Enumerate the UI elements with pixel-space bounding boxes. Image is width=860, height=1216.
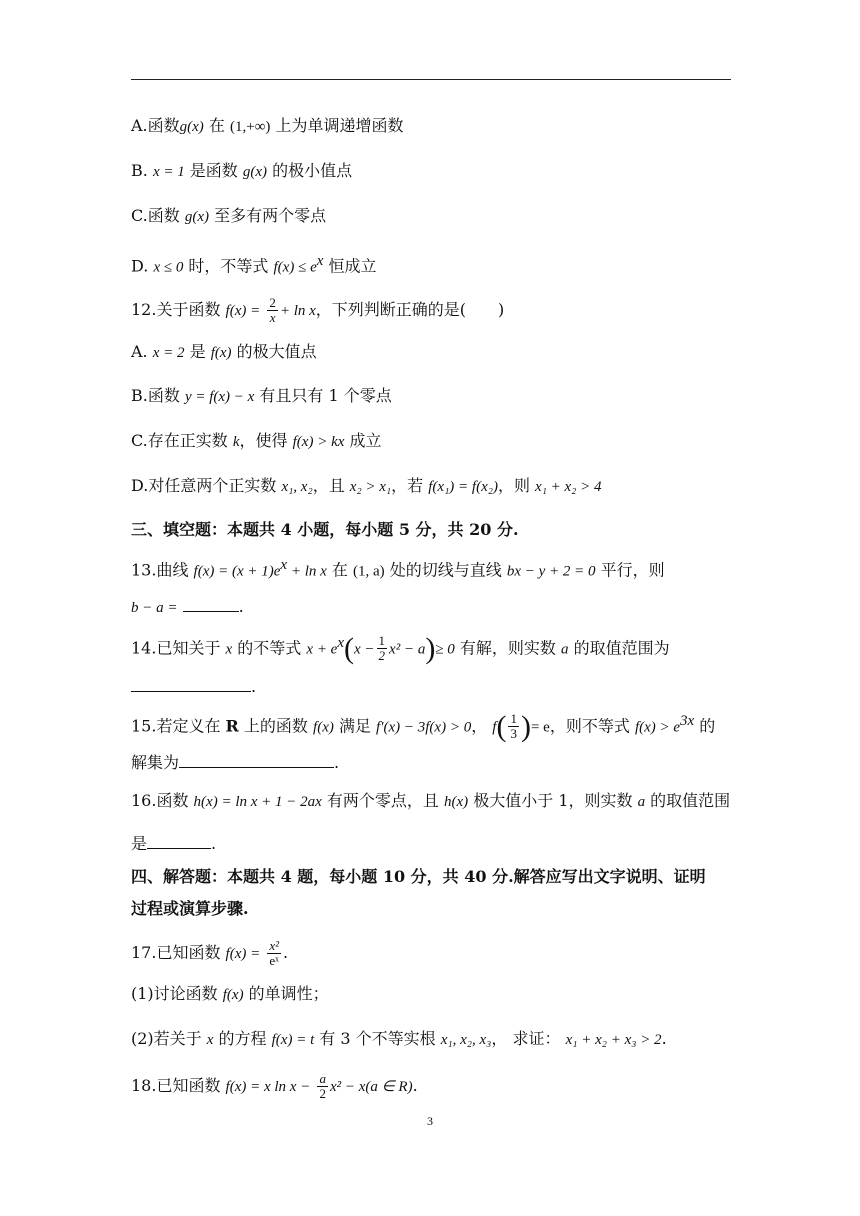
q11-option-b: B. x = 1 是函数 g(x) 的极小值点 [131, 161, 353, 180]
q16-answer-blank[interactable] [147, 834, 211, 849]
q17-stem: 17.已知函数 f(x) = $\frac{\text{x²}}{\text{eˣ}}$ . [131, 938, 289, 968]
q12-option-d: D.对任意两个正实数 x₁, x₂，且 x₂ > x₁，若 f(x₁) = f(x₂)，则 x₁ + x₂ > 4 [131, 476, 602, 495]
q11-option-c: C.函数 g(x) 至多有两个零点 [131, 206, 327, 225]
section-3-heading: 三、填空题：本题共 4 小题，每小题 5 分，共 20 分. [131, 520, 519, 539]
q14-answer-blank[interactable] [131, 677, 251, 692]
q11-option-a: A.函数g(x) 在 (1,+∞) 上为单调递增函数 [131, 116, 404, 135]
left-paren: ( [344, 631, 355, 665]
q14-line2: . [131, 677, 256, 697]
q15-fraction: $\frac{1}{3}$ [510, 711, 517, 742]
page-number: 3 [427, 1114, 433, 1128]
q14-fraction: $\frac{1}{2}$ [378, 633, 386, 664]
section-4-heading: 四、解答题：本题共 4 题，每小题 10 分，共 40 分.解答应写出文字说明、证明 [131, 867, 706, 886]
q16-line1: 16.函数 h(x) = ln x + 1 − 2ax 有两个零点，且 h(x) 极大值小于 1，则实数 a 的取值范围 [131, 791, 731, 810]
q12-option-b: B.函数 y = f(x) − x 有且只有 1 个零点 [131, 386, 392, 405]
q18-stem: 18.已知函数 f(x) = x ln x − $\frac{a}{2}$ x² − x(a ∈ R). [131, 1071, 418, 1101]
q15-line1: 15.若定义在 R 上的函数 f(x) 满足 f′(x) − 3f(x) > 0， f( $\frac{1}{3}$ )= e，则不等式 $f(x) > e^{3x}$ 的 [131, 709, 716, 743]
q11-option-d: D. x ≤ 0 时，不等式 $f(x) \le e^x$ 恒成立 [131, 253, 377, 276]
q13-line2: b − a = . [131, 597, 244, 616]
q13-answer-blank[interactable] [183, 597, 239, 612]
q16-line2: 是 . [131, 834, 217, 853]
q17-part-1: (1)讨论函数 f(x) 的单调性； [131, 984, 329, 1003]
right-paren: ) [520, 709, 531, 743]
right-paren: ) [425, 631, 436, 665]
q12-option-c: C.存在正实数 k，使得 f(x) > kx 成立 [131, 431, 382, 450]
q17-part-2: (2)若关于 x 的方程 f(x) = t 有 3 个不等实根 x₁, x₂, x₃， 求证： x₁ + x₂ + x₃ > 2. [131, 1029, 667, 1048]
section-4-heading-cont: 过程或演算步骤. [131, 899, 249, 918]
q12-fraction: $\frac{2}{x}$ [269, 295, 276, 325]
q18-fraction: $\frac{a}{2}$ [319, 1071, 326, 1101]
header-rule [131, 79, 731, 80]
q12-stem: 12.关于函数 f(x) = $\frac{2}{x}$ + ln x，下列判断正确的是( ) [131, 295, 505, 325]
q13-line1: 13.曲线 $f(x) = (x + 1)e^x + \ln x$ 在 (1, a) 处的切线与直线 bx − y + 2 = 0 平行，则 [131, 557, 665, 580]
q15-answer-blank[interactable] [179, 753, 334, 768]
q14-line1: 14.已知关于 x 的不等式 $x + e^x(x$ − $\frac{1}{2}$ x² − a)≥ 0 有解，则实数 a 的取值范围为 [131, 631, 670, 665]
q15-line2: 解集为 . [131, 753, 340, 772]
left-paren: ( [496, 709, 507, 743]
q17-fraction: $\frac{\text{x²}}{\text{eˣ}}$ [269, 938, 279, 968]
q12-option-a: A. x = 2 是 f(x) 的极大值点 [131, 342, 317, 361]
